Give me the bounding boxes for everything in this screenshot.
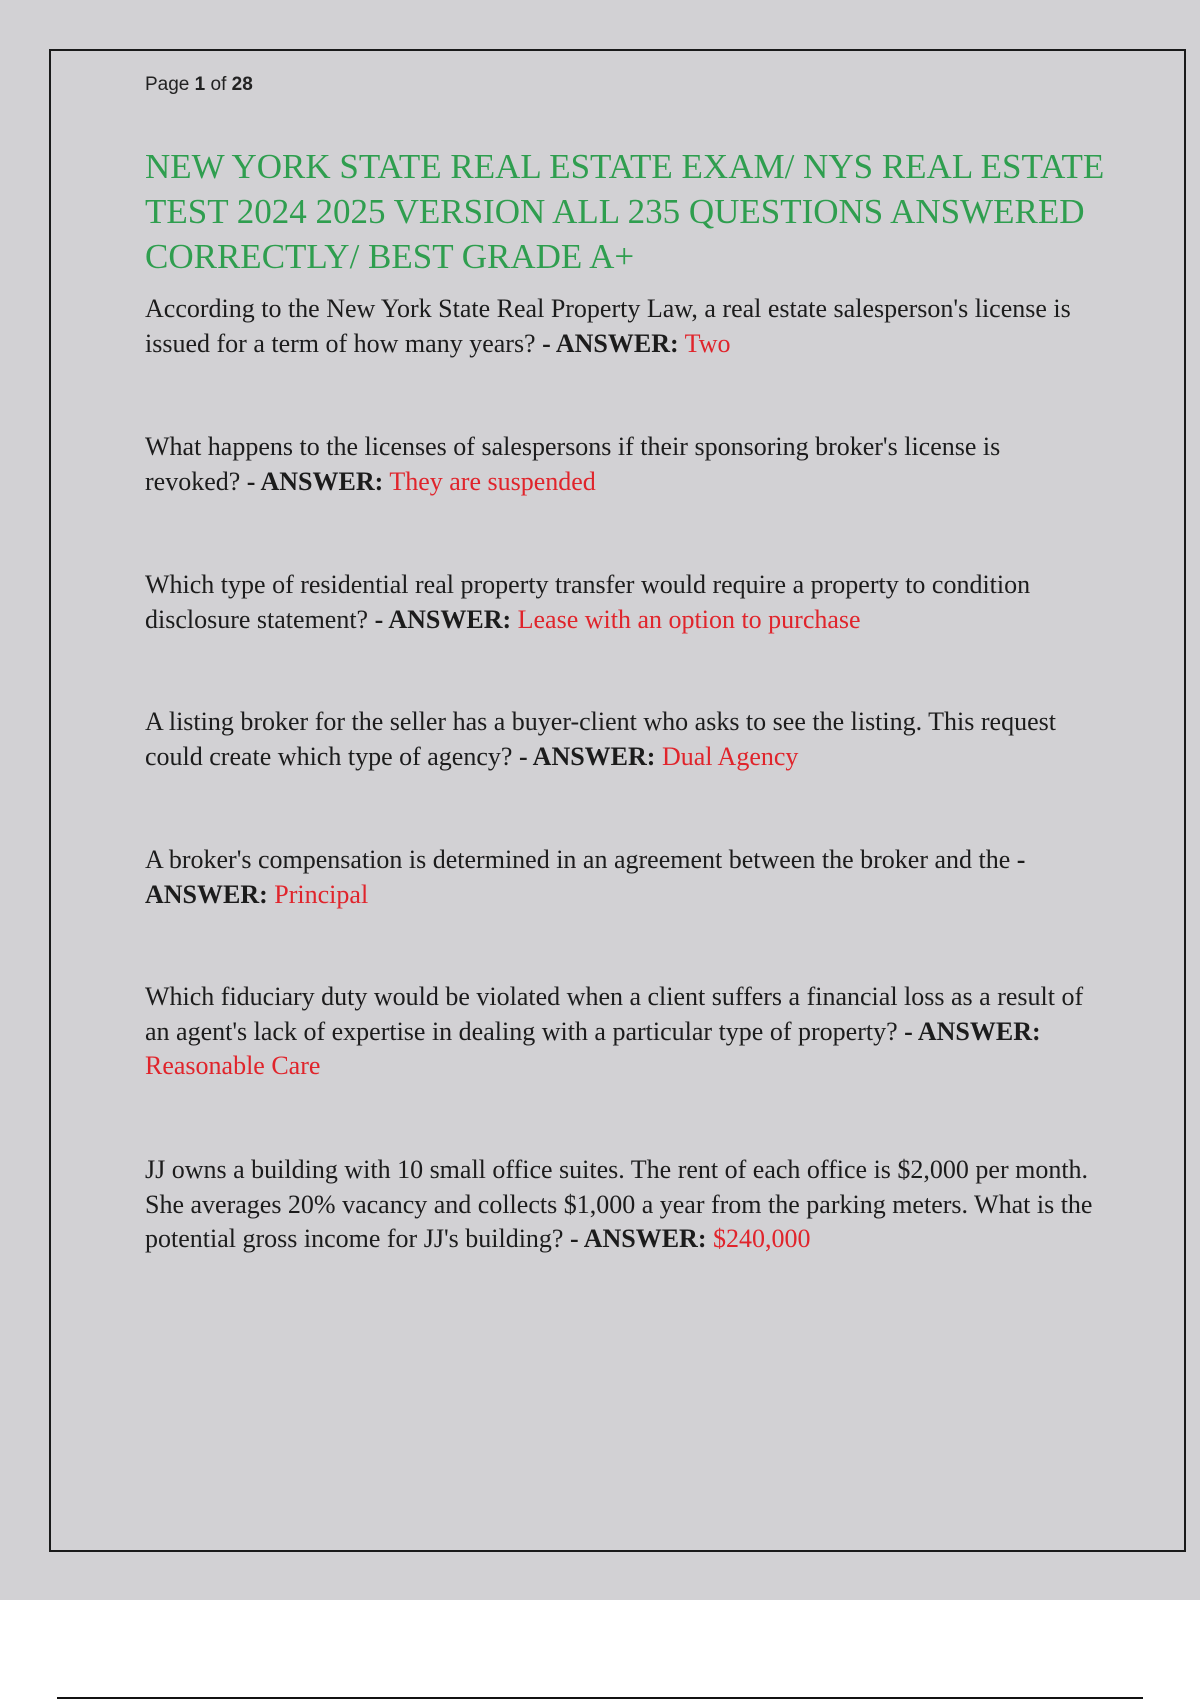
question-item [145,292,1095,361]
question-item [145,980,1095,1084]
question-item [145,705,1095,774]
answer-text: Dual Agency [661,741,799,771]
question-item [145,568,1095,637]
question-text: JJ owns a building with 10 small office suites. The rent of each office is $2,000 per month. She averages 20% vacancy and collects $1,000 a year from the parking meters. What is the potential gross income for JJ's building? [145,1155,1093,1253]
answer-text: Principal [274,879,369,909]
answer-label: - ANSWER: [145,845,1026,909]
question-text: Which fiduciary duty would be violated when a client suffers a financial loss as a result of an agent's lack of expertise in dealing with a particular type of property? [145,982,1084,1046]
answer-text: $240,000 [712,1224,811,1253]
answer-text: They are suspended [389,466,596,496]
answer-label: - ANSWER: [246,466,384,496]
question-item [145,1153,1095,1257]
answer-label: - ANSWER: [374,604,512,634]
answer-label: - ANSWER: [542,328,679,358]
question-text: A broker's compensation is determined in an agreement between the broker and the [145,845,1011,874]
question-item [145,430,1095,499]
question-text: What happens to the licenses of salespersons if their sponsoring broker's license is revoked? [145,432,1001,496]
question-text: A listing broker for the seller has a buyer-client who asks to see the listing. This request could create which type of agency? [145,707,1056,771]
answer-label: - ANSWER: [518,741,656,771]
question-text: According to the New York State Real Property Law, a real estate salesperson's license is issued for a term of how many years? [145,294,1071,358]
bottom-divider [57,1697,1143,1699]
question-item [145,843,1095,912]
answer-text: Two [684,328,731,358]
answer-text: Reasonable Care [145,1051,321,1080]
question-text: Which type of residential real property transfer would require a property to condition disclosure statement? [145,570,1031,634]
answer-label: - ANSWER: [904,1016,1041,1046]
page-number: Page 1 of 28 [145,74,253,95]
document-title: NEW YORK STATE REAL ESTATE EXAM/ NYS REAL ESTATE TEST 2024 2025 VERSION ALL 235 QUESTIONS ANSWERED CORRECTLY/ BEST GRADE A+ [145,147,1105,276]
answer-label: - ANSWER: [569,1224,707,1253]
answer-text: Lease with an option to purchase [517,604,861,634]
